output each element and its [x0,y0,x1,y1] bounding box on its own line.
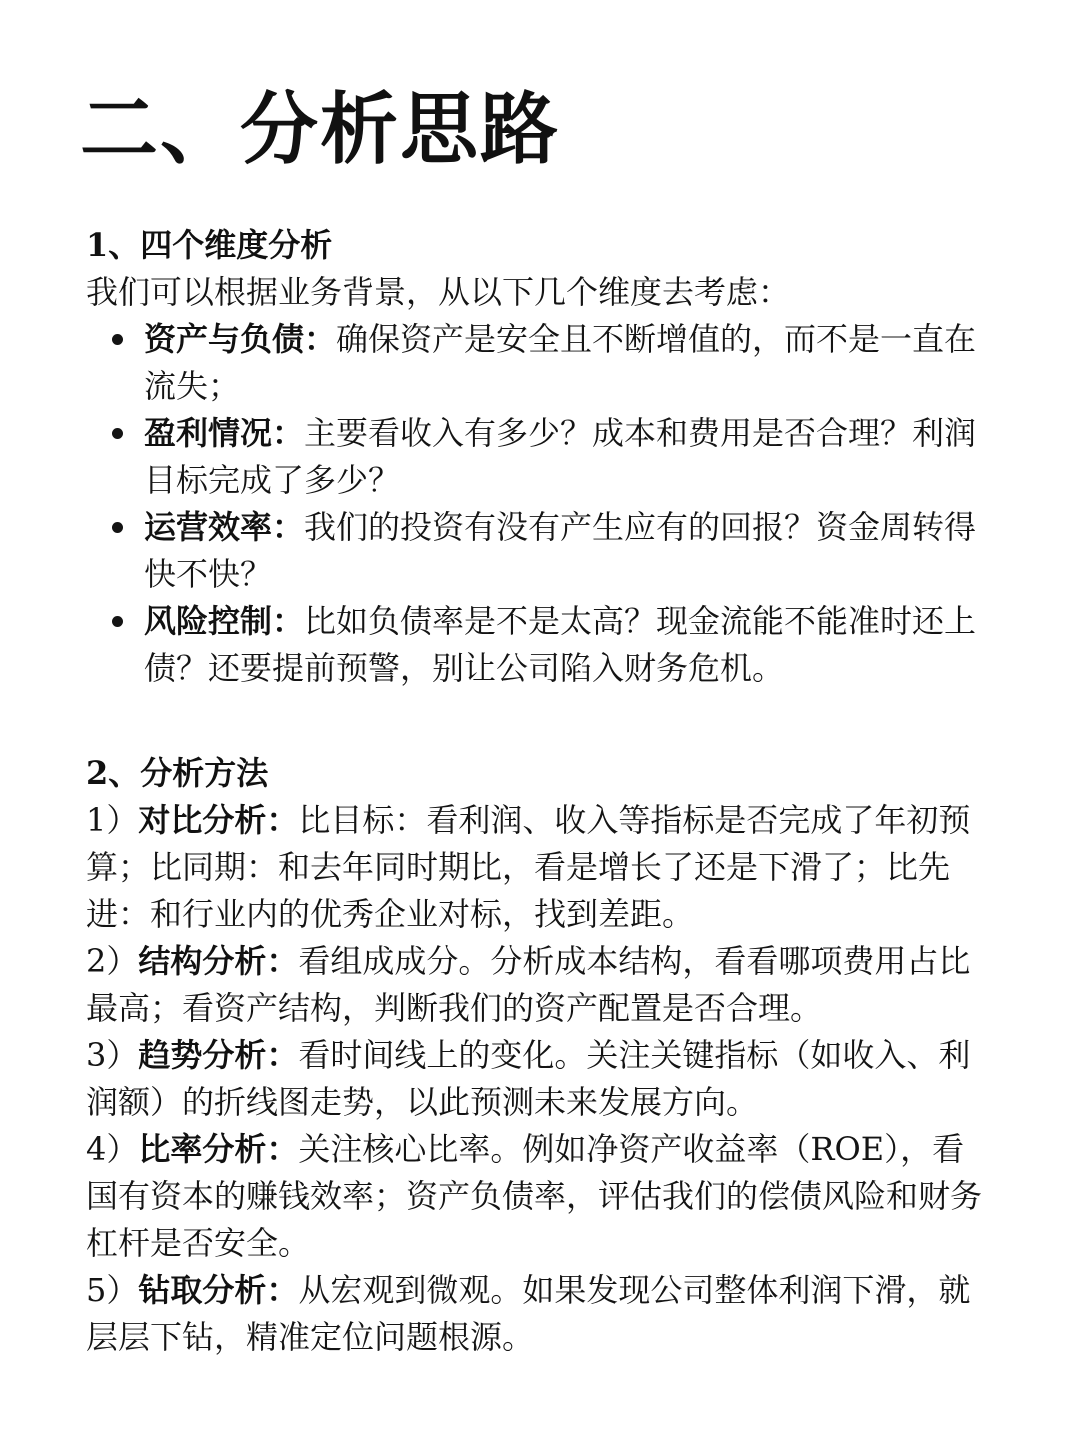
bullet-dot-icon [112,616,123,627]
method-number: 2） [86,942,139,980]
method-number: 1） [86,801,139,839]
item-term: 资产与负债： [144,320,337,358]
method-paragraph [86,938,994,1032]
bullet-dot-icon [112,428,123,439]
section-four-dimensions [86,222,994,692]
list-item [86,504,994,598]
method-number: 5） [86,1271,139,1309]
bullet-dot-icon [112,522,123,533]
item-text: 比如负债率是不是太高？现金流能不能准时还上债？还要提前预警，别让公司陷入财务危机。 [144,602,977,687]
method-number: 3） [86,1036,139,1074]
section-heading: 1、四个维度分析 [86,226,333,264]
item-text: 主要看收入有多少？成本和费用是否合理？利润目标完成了多少？ [144,414,977,499]
section-intro: 我们可以根据业务背景，从以下几个维度去考虑： [86,273,791,311]
method-paragraph [86,1032,994,1126]
dimension-list [86,316,994,692]
item-text: 确保资产是安全且不断增值的，而不是一直在流失； [144,320,977,405]
method-term: 对比分析： [138,801,299,839]
method-term: 趋势分析： [138,1036,299,1074]
method-text: 看时间线上的变化。关注关键指标（如收入、利润额）的折线图走势，以此预测未来发展方向。 [86,1036,971,1121]
method-text: 关注核心比率。例如净资产收益率（ROE），看国有资本的赚钱效率；资产负债率，评估我们的偿债风险和财务杠杆是否安全。 [86,1130,983,1262]
method-term: 钻取分析： [138,1271,299,1309]
method-paragraph [86,1126,994,1267]
method-text: 看组成成分。分析成本结构，看看哪项费用占比最高；看资产结构，判断我们的资产配置是否合理。 [86,942,971,1027]
section-heading: 2、分析方法 [86,754,269,792]
item-term: 风险控制： [144,602,305,640]
item-term: 运营效率： [144,508,305,546]
bullet-dot-icon [112,334,123,345]
item-term: 盈利情况： [144,414,305,452]
section-analysis-methods [86,750,994,1361]
method-text: 比目标：看利润、收入等指标是否完成了年初预算；比同期：和去年同时期比，看是增长了还是下滑了；比先进：和行业内的优秀企业对标，找到差距。 [86,801,971,933]
list-item [86,410,994,504]
method-text: 从宏观到微观。如果发现公司整体利润下滑，就层层下钻，精准定位问题根源。 [86,1271,971,1356]
method-term: 比率分析： [138,1130,299,1168]
list-item [86,598,994,692]
method-term: 结构分析： [138,942,299,980]
method-number: 4） [86,1130,139,1168]
page-title: 二、分析思路 [80,85,561,175]
list-item [86,316,994,410]
item-text: 我们的投资有没有产生应有的回报？资金周转得快不快？ [144,508,977,593]
method-paragraph [86,1267,994,1361]
method-paragraph [86,797,994,938]
